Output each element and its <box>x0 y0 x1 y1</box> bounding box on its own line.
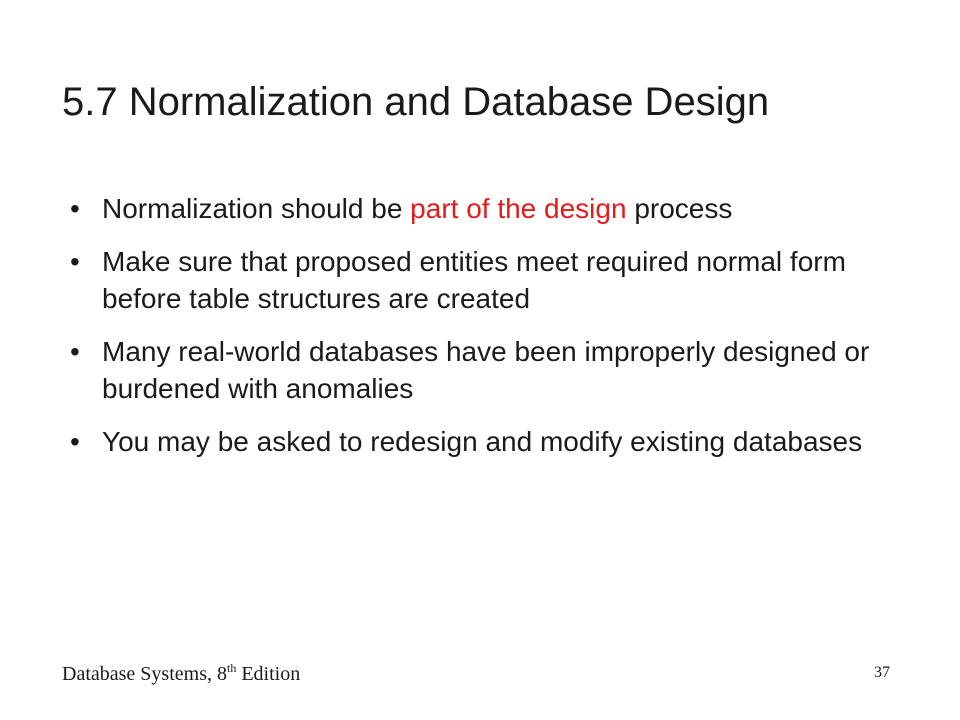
bullet-text: Normalization should be <box>102 193 411 224</box>
slide-title: 5.7 Normalization and Database Design <box>62 80 770 124</box>
bullet-item <box>70 423 930 460</box>
bullet-icon: • <box>70 193 80 224</box>
bullet-text: You may be asked to redesign and modify existing databases <box>102 426 863 457</box>
bullet-item <box>70 190 930 227</box>
footer-book-superscript: th <box>226 661 237 675</box>
bullet-icon: • <box>70 426 80 457</box>
page-number: 37 <box>874 664 890 681</box>
bullet-text: process <box>626 193 733 224</box>
bullet-item <box>70 243 930 317</box>
highlighted-text: part of the design <box>410 193 627 224</box>
bullet-text: Many real-world databases have been improperly designed or burdened with anomalies <box>102 336 870 404</box>
bullet-icon: • <box>70 336 80 367</box>
bullet-item <box>70 333 930 407</box>
footer-book-suffix: Edition <box>236 663 301 685</box>
bullet-text: Make sure that proposed entities meet required normal form before table structures are created <box>102 246 846 314</box>
footer-book-title <box>62 663 300 686</box>
bullet-list <box>70 190 930 476</box>
footer-book-prefix: Database Systems, 8 <box>62 663 227 685</box>
bullet-icon: • <box>70 246 80 277</box>
